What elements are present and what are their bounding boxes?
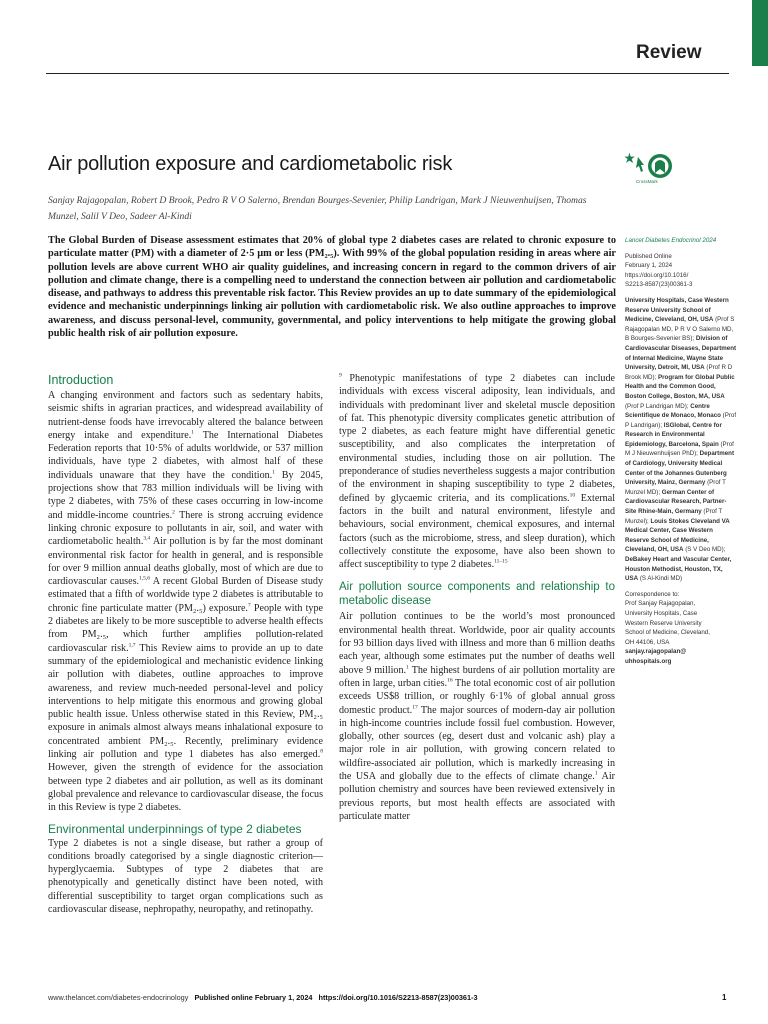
- affiliations: University Hospitals, Case Western Reserve University School of Medicine, Cleveland, OH, USA (Prof S Rajagopalan MD, P R V O Salerno MD, B Bourges-Sevenier BS); Division of Cardiovascular Diseases, Department of Internal Medicine, Wayne State University, Detroit, MI, USA (Prof R D Brook MD); Program for Global Public Health and the Common Good, Boston College, Boston, MA, USA (Prof P Landrigan MD); Centre Scientifique de Monaco, Monaco (Prof P Landrigan); ISGlobal, Centre for Research in Environmental Epidemiology, Barcelona, Spain (Prof M J Nieuwenhuijsen PhD); Department of Cardiology, University Medical Center of the Johannes Gutenberg University, Mainz, Germany (Prof T Munzel MD); German Center of Cardiovascular Research, Partner-Site Rhine-Main, Germany (Prof T Munzel); Louis Stokes Cleveland VA Medical Center, Case Western Reserve School of Medicine, Cleveland, OH, USA (S V Deo MD); DeBakey Heart and Vascular Center, Houston Methodist, Houston, TX, USA (S Al-Kindi MD): [625, 296, 737, 583]
- body-column-right: [339, 372, 615, 823]
- article-sidebar: [625, 236, 737, 667]
- doi-link-line-1[interactable]: https://doi.org/10.1016/: [625, 271, 689, 279]
- journal-color-tab: [752, 0, 768, 66]
- journal-citation: Lancet Diabetes Endocrinol 2024: [625, 237, 717, 244]
- correspondence-address-line: OH 44106, USA: [625, 638, 670, 646]
- page-number: 1: [722, 993, 727, 1002]
- environmental-paragraph-start: Type 2 diabetes is not a single disease, but rather a group of conditions broadly categorised by a single diagnostic criterion—hyperglycaemia. Subtypes of type 2 diabetes that are phenotypically and genetically distinct have been noted, with differential susceptibility to target organ complications such as cardiovascular disease, nephropathy, neuropathy, and retinopathy.: [48, 837, 323, 915]
- correspondence-name: Prof Sanjay Rajagopalan,: [625, 600, 696, 608]
- correspondence-label: Correspondence to:: [625, 590, 680, 598]
- section-heading-air-pollution-sources: Air pollution source components and relationship to metabolic disease: [339, 581, 615, 607]
- introduction-paragraph: A changing environment and factors such as sedentary habits, seismic shifts in agrarian practices, and widespread availability of nutrient-dense foods have irrevocably altered the balance between energy intake and expenditure.$^1$ The International Diabetes Federation reports that 10·5% of adults worldwide, or 537 million individuals, have type 2 diabetes, with almost half of these individuals unaware that they have the condition.$^1$ By 2045, projections show that 783 million individuals will be living with type 2 diabetes, with 75% of these cases occurring in low-income and middle-income countries.$^2$ There is strong accruing evidence linking chronic exposure to pollutants in air, soil, and water with cardiometabolic health.$^{3,4}$ Air pollution is by far the most dominant environmental risk factor for health in general, and is responsible for over 9 million annual deaths globally, most of which are due to cardiovascular causes.$^{1,5,6}$ A recent Global Burden of Disease study estimated that a fifth of worldwide type 2 diabetes is attributable to chronic fine particulate matter (PM₂.₅) exposure.$^7$ People with type 2 diabetes are likely to be more susceptible to adverse health effects from PM₂.₅, which further amplifies pollution-related cardiovascular risk.$^{1,7}$ This Review aims to provide an up to date summary of the epidemiological and mechanistic evidence linking air pollution with diabetes, outline approaches to improve awareness, and review much-needed personal-level and policy interventions to help mitigate this enormous and growing global public health issue. Unless otherwise stated in this Review, PM₂.₅ exposure in animals almost always means inhalational exposure to concentrated ambient PM₂.₅. Recently, preliminary evidence linking air pollution and type 1 diabetes has also emerged.$^8$ However, given the strength of evidence for the association between type 2 diabetes and air pollution, as well as its dominant global prevalence and relevance to cardiovascular disease, the focus in this Review is type 2 diabetes.: [48, 390, 324, 814]
- footer-site-link[interactable]: www.thelancet.com/diabetes-endocrinology: [48, 993, 189, 1002]
- correspondence-email[interactable]: sanjay.rajagopalan@ uhhospitals.org: [625, 648, 687, 665]
- environmental-paragraph-continued: $^9$ Phenotypic manifestations of type 2 diabetes can include individuals with excess visceral adiposity, lean individuals, and individuals with predominant liver and skeletal muscle deposition of fat. This phenotypic diversity complicates genetic attribution of type 2 diabetes, as each feature might have differential genetic susceptibility, and also complicates the interpretation of environmental studies, including those on air pollution. The preponderance of studies nevertheless suggests a major contribution of the environment in shaping susceptibility to type 2 diabetes, defined by glycaemic criteria, and its complications.$^{10}$ External factors in the built and natural environment, lifestyle and behaviours, social environment, chemical exposures, and internal factors (such as the microbiome, stress, and sleep duration), which collectively constitute the exposome, have also been shown to affect susceptibility to type 2 diabetes.$^{11-15}$: [339, 372, 615, 571]
- correspondence-address-line: Western Reserve University: [625, 619, 702, 627]
- footer-doi-link[interactable]: https://doi.org/10.1016/S2213-8587(23)00361-3: [318, 993, 478, 1002]
- published-date: February 1, 2024: [625, 262, 673, 270]
- air-pollution-paragraph: Air pollution continues to be the world’s most pronounced environmental health threat. Worldwide, poor air quality accounts for 93 billion days lived with illness and more than 6 million deaths each year, although some estimates put the number of deaths well above 9 million.$^1$ The highest burdens of air pollution mortality are often in large, urban cities.$^{16}$ The total economic cost of air pollution exceeds US$8 trillion, or roughly 6·1% of global annual gross domestic product.$^{17}$ The major sources of modern-day air pollution in high-income countries include fossil fuel combustion. However, globally, other sources (eg, desert dust and volcanic ash) play a major role in air pollution, with growing concern related to wildfire-associated air pollution, which is markedly increasing in the USA and globally due to the effects of climate change.$^1$ Air pollution chemistry and sources have been reviewed extensively in previous reports, but most health effects are associated with particulate matter: [339, 611, 616, 822]
- abstract: The Global Burden of Disease assessment estimates that 20% of global type 2 diabetes cases are related to chronic exposure to particulate matter (PM) with a diameter of 2·5 µm or less (PM₂.₅). With 99% of the global population residing in areas where air pollution levels are above current WHO air quality guidelines, and increasing concern in regard to the common drivers of air pollution and climate change, there is a compelling need to understand the connection between air pollution and cardiometabolic disease, and pathways to address this preventable risk factor. This Review provides an up to date summary of the epidemiological evidence and mechanistic underpinnings linking air pollution with cardiometabolic risk. We also outline approaches to improve awareness, and discuss personal-level, community, governmental, and policy interventions to help mitigate the growing global public health risk of air pollution exposure.: [48, 235, 616, 340]
- published-online-label: Published Online: [625, 252, 672, 260]
- author-list: Sanjay Rajagopalan, Robert D Brook, Pedro R V O Salerno, Brendan Bourges-Sevenier, Philip Landrigan, Mark J Nieuwenhuijsen, Thomas Munzel, Salil V Deo, Sadeer Al-Kindi: [48, 195, 587, 222]
- page-footer: [48, 993, 478, 1002]
- header-rule: [46, 73, 729, 74]
- correspondence-address-line: University Hospitals, Case: [625, 609, 698, 617]
- correspondence-address-line: School of Medicine, Cleveland,: [625, 629, 710, 637]
- article-title: Air pollution exposure and cardiometabolic risk: [48, 153, 453, 175]
- section-heading-environmental: Environmental underpinnings of type 2 diabetes: [48, 821, 302, 836]
- section-heading-introduction: Introduction: [48, 373, 114, 387]
- doi-link-line-2[interactable]: S2213-8587(23)00361-3: [625, 281, 693, 289]
- body-column-left: [48, 372, 323, 916]
- section-label: Review: [636, 42, 702, 63]
- footer-published: Published online February 1, 2024: [194, 993, 313, 1002]
- crossmark-label: CrossMark: [636, 179, 658, 184]
